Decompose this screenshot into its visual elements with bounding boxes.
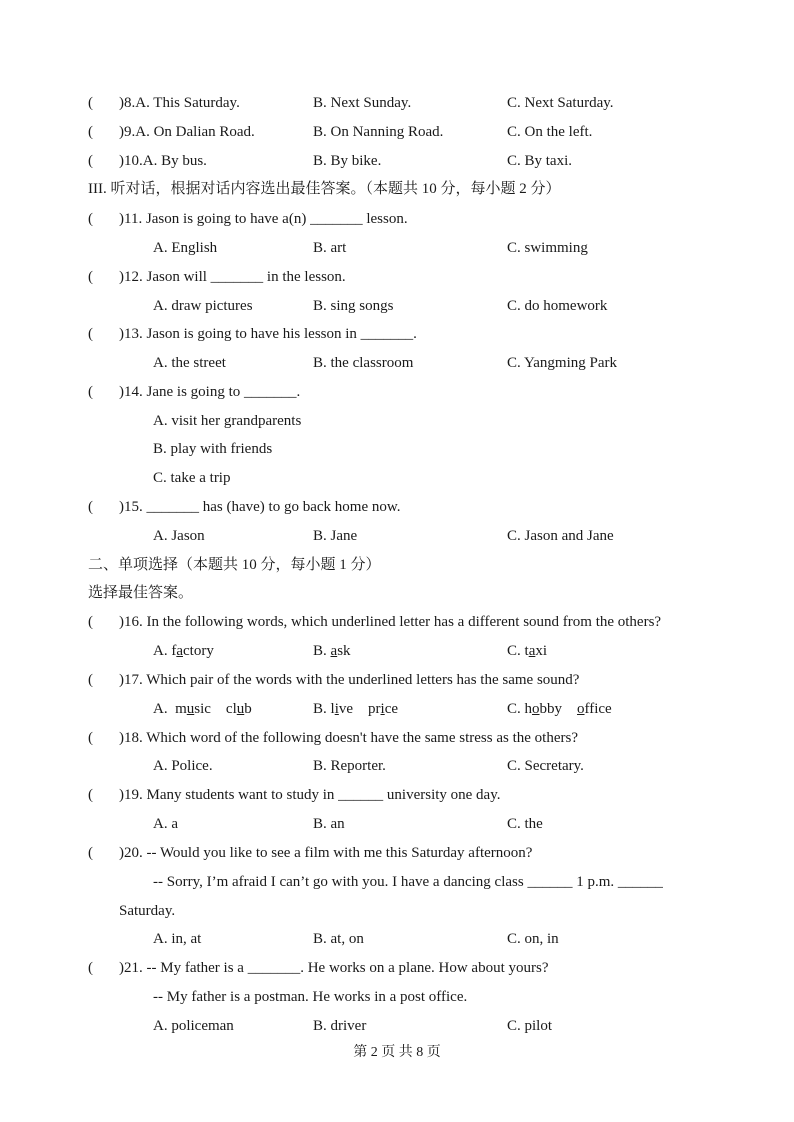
q17-option-c: C. hobby office <box>507 701 612 717</box>
question-16: ( )16. In the following words, which underlined letter has a different sound from the others? <box>0 611 794 633</box>
q8-option-c: C. Next Saturday. <box>507 95 614 111</box>
answer-paren: ( <box>88 95 93 111</box>
q13-stem: )13. Jason is going to have his lesson in _______. <box>119 326 417 342</box>
q21-stem: )21. -- My father is a _______. He works on a plane. How about yours? <box>119 960 549 976</box>
part-2-instruction: 选择最佳答案。 <box>88 585 194 601</box>
q9-option-b: B. On Nanning Road. <box>313 124 444 140</box>
question-17: ( )17. Which pair of the words with the underlined letters has the same sound? <box>0 669 794 691</box>
q21-options: A. policeman B. driver C. pilot <box>153 1018 553 1034</box>
question-8 <box>0 92 794 114</box>
question-11: ( )11. Jason is going to have a(n) _______ lesson. <box>0 208 794 230</box>
q12-stem: )12. Jason will _______ in the lesson. <box>119 269 346 285</box>
q10-option-b: B. By bike. <box>313 153 382 169</box>
q16-options <box>0 640 794 662</box>
question-9 <box>0 121 794 143</box>
q17-stem: )17. Which pair of the words with the underlined letters has the same sound? <box>119 672 580 688</box>
q21-reply: -- My father is a postman. He works in a post office. <box>153 989 468 1005</box>
question-15: ( )15. _______ has (have) to go back home now. <box>0 496 794 518</box>
q16-option-a: A. factory <box>153 643 214 659</box>
page-number: 第 2 页 共 8 页 <box>353 1045 441 1060</box>
q10-num-option-a: )10.A. By bus. <box>119 153 207 169</box>
q15-options: A. Jason B. Jane C. Jason and Jane <box>153 528 614 544</box>
answer-paren: ( <box>88 124 93 140</box>
answer-paren: ( <box>88 153 93 169</box>
part-2-heading: 二、单项选择（本题共 10 分，每小题 1 分） <box>88 557 381 573</box>
question-20: ( )20. -- Would you like to see a film with me this Saturday afternoon? <box>0 842 794 864</box>
q11-options: A. English B. art C. swimming <box>153 240 588 256</box>
q8-option-b: B. Next Sunday. <box>313 95 412 111</box>
question-18: ( )18. Which word of the following doesn't have the same stress as the others? <box>0 727 794 749</box>
q16-option-c: C. taxi <box>507 643 548 659</box>
q17-option-b: B. live price <box>313 701 399 717</box>
q16-stem: )16. In the following words, which underlined letter has a different sound from the others? <box>119 614 662 630</box>
q20-stem: )20. -- Would you like to see a film with me this Saturday afternoon? <box>119 845 533 861</box>
question-14: ( )14. Jane is going to _______. <box>0 381 794 403</box>
q14-option-a: A. visit her grandparents <box>153 413 302 429</box>
q9-option-c: C. On the left. <box>507 124 593 140</box>
q8-num-option-a: )8.A. This Saturday. <box>119 95 240 111</box>
question-21: ( )21. -- My father is a _______. He works on a plane. How about yours? <box>0 957 794 979</box>
q20-reply-cont: Saturday. <box>119 903 176 919</box>
q13-options: A. the street B. the classroom C. Yangming Park <box>153 355 618 371</box>
question-19: ( )19. Many students want to study in ______ university one day. <box>0 784 794 806</box>
section-3-heading: III. 听对话，根据对话内容选出最佳答案。（本题共 10 分，每小题 2 分） <box>88 181 561 197</box>
q14-option-b: B. play with friends <box>153 441 273 457</box>
question-12: ( )12. Jason will _______ in the lesson. <box>0 266 794 288</box>
q18-options: A. Police. B. Reporter. C. Secretary. <box>153 758 584 774</box>
q9-num-option-a: )9.A. On Dalian Road. <box>119 124 255 140</box>
question-13: ( )13. Jason is going to have his lesson in _______. <box>0 323 794 345</box>
question-10 <box>0 150 794 172</box>
q20-reply: -- Sorry, I’m afraid I can’t go with you. I have a dancing class ______ 1 p.m. ______ <box>153 874 663 890</box>
q18-stem: )18. Which word of the following doesn't have the same stress as the others? <box>119 730 578 746</box>
q10-option-c: C. By taxi. <box>507 153 573 169</box>
q16-option-b: B. ask <box>313 643 351 659</box>
q11-stem: )11. Jason is going to have a(n) _______ lesson. <box>119 211 408 227</box>
q15-stem: )15. _______ has (have) to go back home now. <box>119 499 401 515</box>
q14-option-c: C. take a trip <box>153 470 231 486</box>
q17-options <box>0 698 794 720</box>
q12-options: A. draw pictures B. sing songs C. do homework <box>153 298 608 314</box>
q19-stem: )19. Many students want to study in ______ university one day. <box>119 787 501 803</box>
q14-stem: )14. Jane is going to _______. <box>119 384 301 400</box>
q20-options: A. in, at B. at, on C. on, in <box>153 931 559 947</box>
q19-options: A. a B. an C. the <box>153 816 543 832</box>
q17-option-a: A. music club <box>153 701 252 717</box>
